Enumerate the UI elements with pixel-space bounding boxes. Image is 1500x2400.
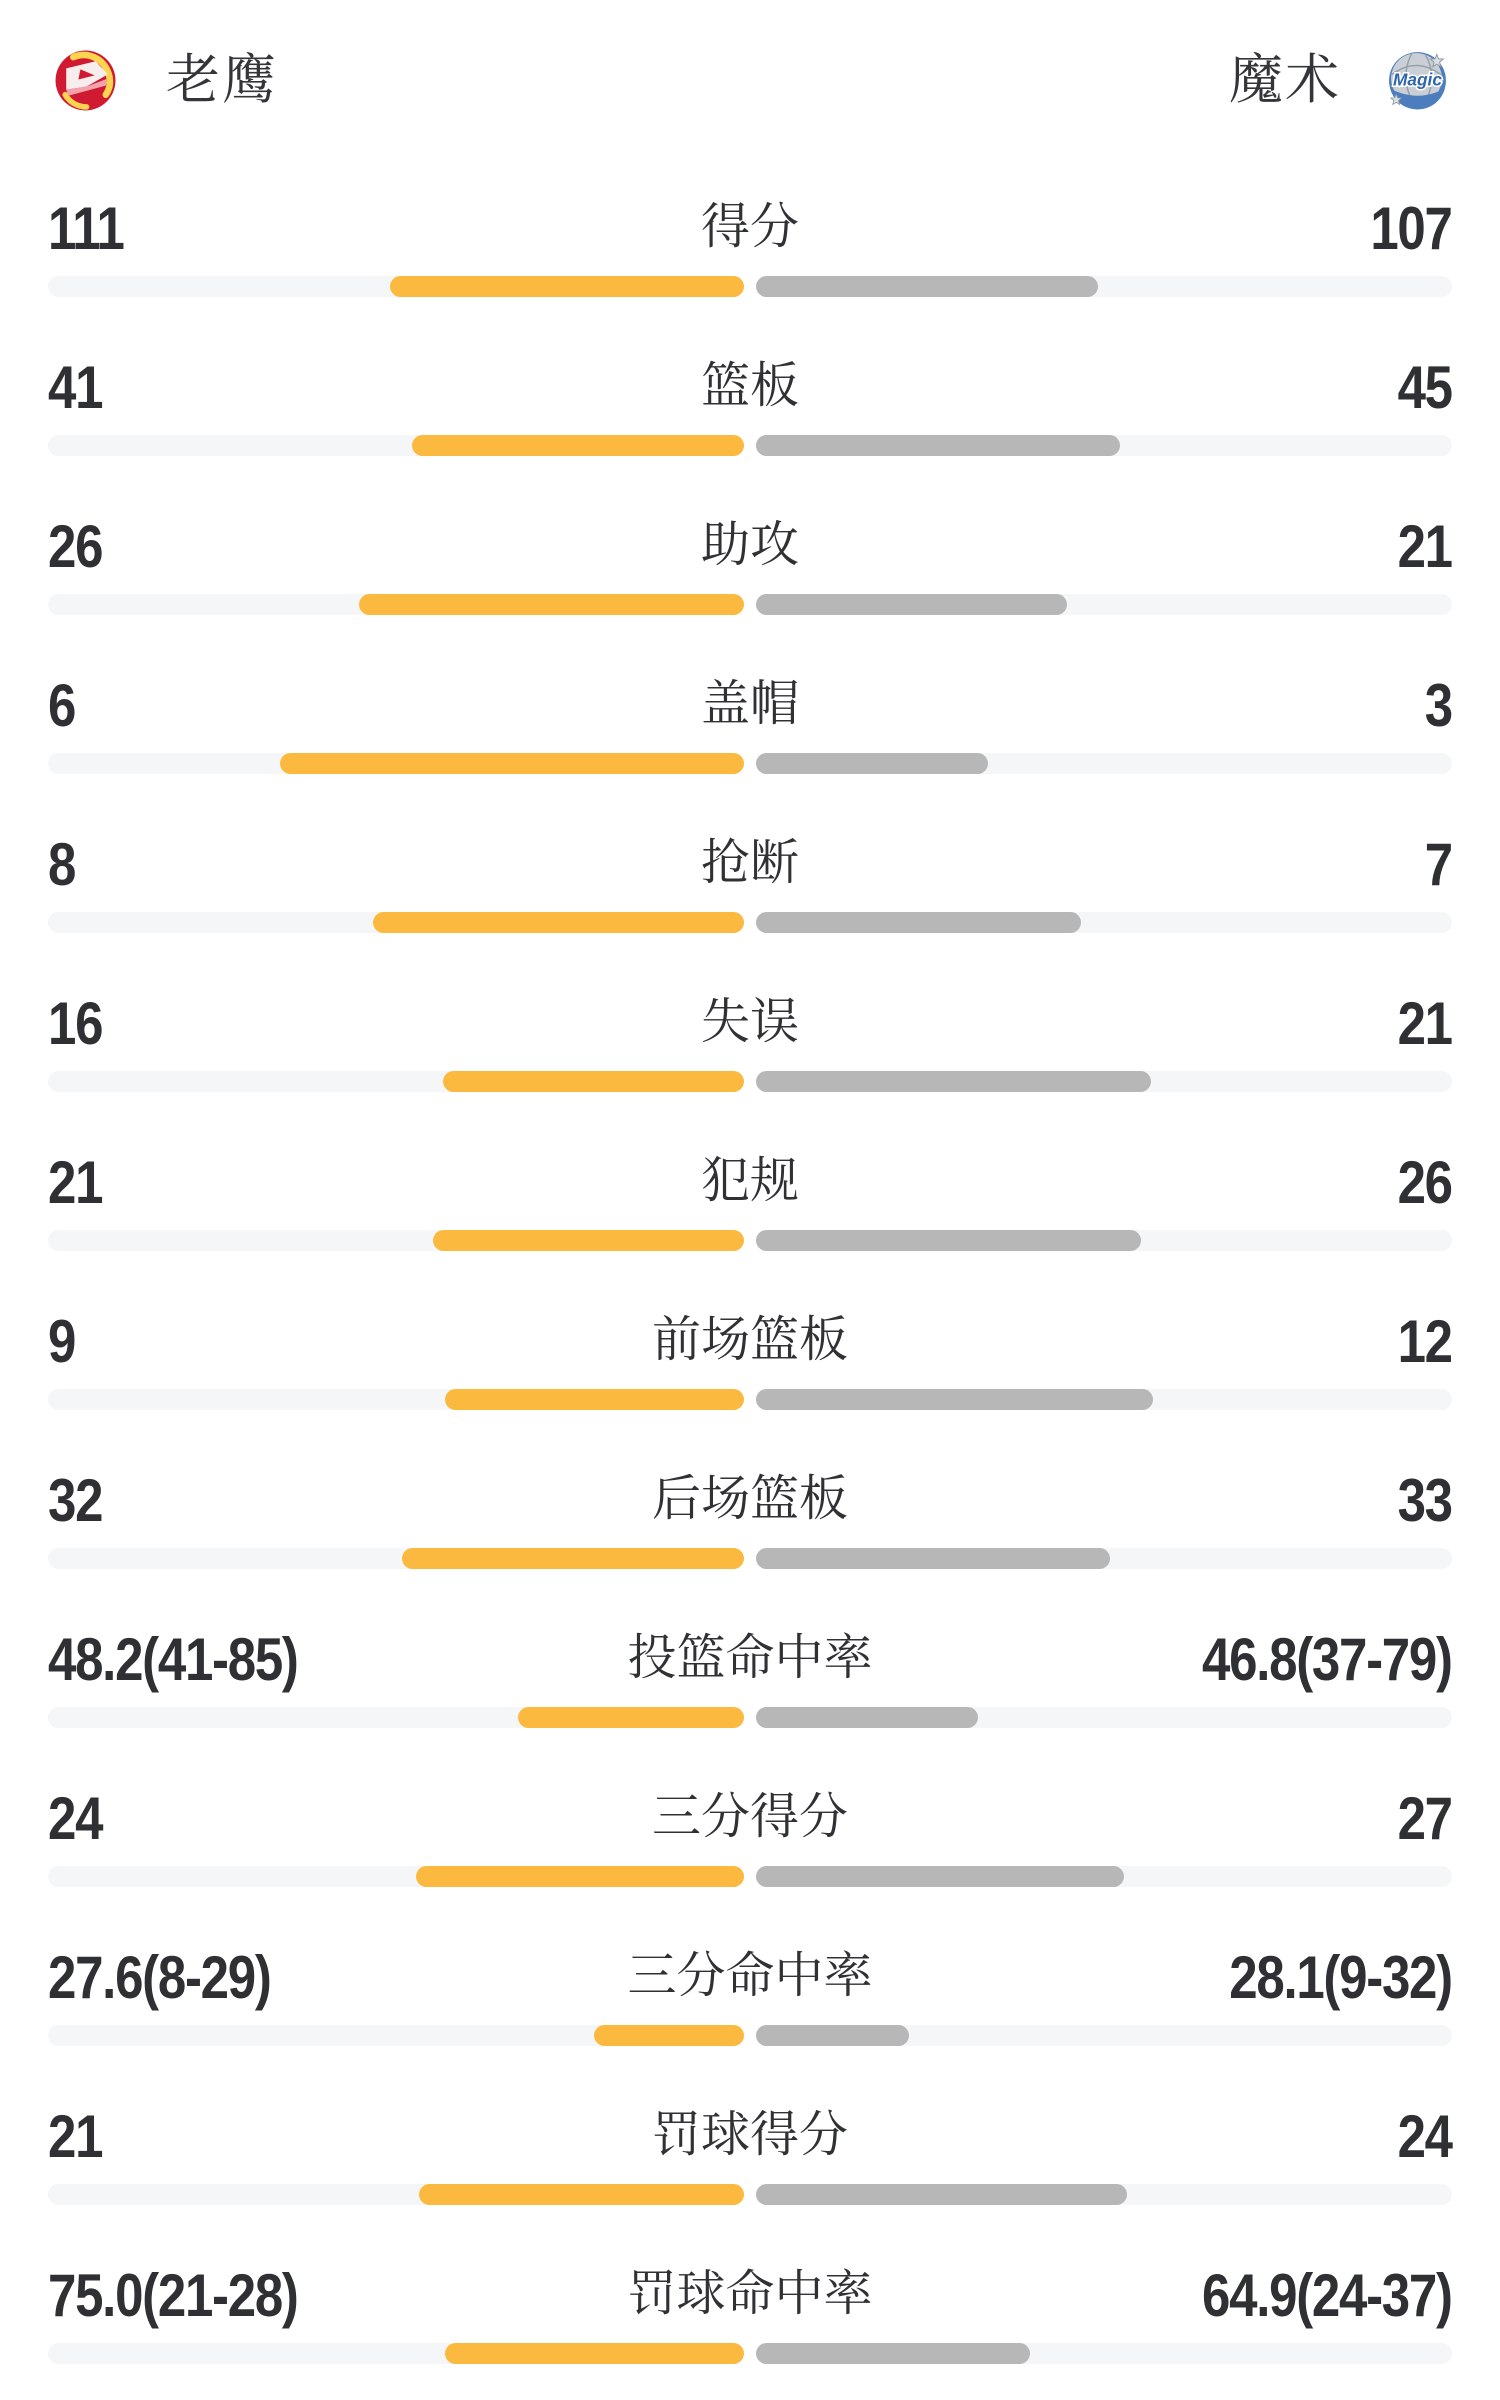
home-bar-fill: [518, 1707, 744, 1728]
home-value: 41: [48, 354, 103, 421]
home-bar-track: [48, 1866, 744, 1887]
stat-row-bars: [0, 753, 1500, 774]
stat-row-bars: [0, 912, 1500, 933]
stat-row-bars: [0, 1230, 1500, 1251]
stat-row-values: [0, 195, 1500, 262]
away-bar-fill: [756, 2025, 909, 2046]
stat-row-bars: [0, 1866, 1500, 1887]
away-bar-fill: [756, 276, 1098, 297]
away-value: 33: [1397, 1467, 1452, 1534]
stat-row-values: [0, 672, 1500, 739]
stat-row: [0, 513, 1500, 615]
home-bar-fill: [594, 2025, 744, 2046]
stat-row-bars: [0, 594, 1500, 615]
home-value: 26: [48, 513, 103, 580]
stat-row-values: [0, 990, 1500, 1057]
stat-row-values: [0, 513, 1500, 580]
stat-row: [0, 2103, 1500, 2205]
stat-row-bars: [0, 2343, 1500, 2364]
away-value: 45: [1397, 354, 1452, 421]
hawks-logo-icon: [53, 48, 118, 113]
stat-row: [0, 1944, 1500, 2046]
away-bar-fill: [756, 1071, 1151, 1092]
stat-row: [0, 2262, 1500, 2364]
away-bar-track: [756, 1548, 1452, 1569]
away-bar-fill: [756, 912, 1081, 933]
stat-row-values: [0, 1467, 1500, 1534]
away-bar-track: [756, 753, 1452, 774]
stat-row: [0, 1308, 1500, 1410]
stat-row-bars: [0, 276, 1500, 297]
home-value: 9: [48, 1308, 76, 1375]
home-bar-track: [48, 1548, 744, 1569]
away-value: 21: [1397, 513, 1452, 580]
away-value: 3: [1424, 672, 1452, 739]
home-bar-track: [48, 1230, 744, 1251]
stat-label: 盖帽: [700, 677, 799, 731]
away-bar-track: [756, 594, 1452, 615]
away-bar-fill: [756, 1866, 1124, 1887]
stat-label: 后场篮板: [651, 1472, 848, 1526]
teams-header: [0, 0, 1500, 113]
away-bar-track: [756, 435, 1452, 456]
stat-row-values: [0, 1149, 1500, 1216]
away-bar-track: [756, 276, 1452, 297]
away-bar-fill: [756, 1707, 978, 1728]
home-bar-fill: [419, 2184, 744, 2205]
home-bar-track: [48, 594, 744, 615]
away-bar-fill: [756, 594, 1067, 615]
home-bar-fill: [402, 1548, 744, 1569]
stats-list: [0, 195, 1500, 2364]
stat-row: [0, 195, 1500, 297]
home-bar-fill: [373, 912, 744, 933]
stat-label: 投篮命中率: [627, 1631, 873, 1685]
stat-row-bars: [0, 2025, 1500, 2046]
away-bar-fill: [756, 2343, 1030, 2364]
away-bar-track: [756, 2184, 1452, 2205]
stat-row-values: [0, 354, 1500, 421]
home-bar-fill: [433, 1230, 744, 1251]
home-value: 48.2(41-85): [48, 1626, 298, 1693]
stat-row: [0, 1467, 1500, 1569]
stat-row-values: [0, 1626, 1500, 1693]
stat-label: 三分得分: [651, 1790, 848, 1844]
stat-label: 罚球得分: [651, 2108, 848, 2162]
home-value: 6: [48, 672, 76, 739]
away-bar-track: [756, 1866, 1452, 1887]
home-bar-track: [48, 912, 744, 933]
stat-row: [0, 831, 1500, 933]
away-bar-track: [756, 1707, 1452, 1728]
home-bar-track: [48, 2025, 744, 2046]
stat-label: 抢断: [700, 836, 799, 890]
stat-label: 助攻: [700, 518, 799, 572]
home-value: 8: [48, 831, 76, 898]
away-bar-track: [756, 2343, 1452, 2364]
away-value: 46.8(37-79): [1202, 1626, 1452, 1693]
away-bar-track: [756, 1230, 1452, 1251]
away-bar-fill: [756, 1230, 1141, 1251]
home-bar-track: [48, 753, 744, 774]
stat-label: 罚球命中率: [627, 2267, 873, 2321]
stat-row-bars: [0, 435, 1500, 456]
away-value: 28.1(9-32): [1229, 1944, 1452, 2011]
home-bar-track: [48, 1389, 744, 1410]
stat-row: [0, 1626, 1500, 1728]
home-bar-fill: [359, 594, 744, 615]
stat-row-values: [0, 2262, 1500, 2329]
home-bar-fill: [445, 1389, 744, 1410]
stat-row-bars: [0, 1389, 1500, 1410]
home-bar-fill: [390, 276, 744, 297]
home-bar-track: [48, 1071, 744, 1092]
home-bar-fill: [445, 2343, 744, 2364]
svg-text:Magic: Magic: [1393, 69, 1442, 90]
home-value: 32: [48, 1467, 103, 1534]
away-bar-fill: [756, 2184, 1127, 2205]
stat-row: [0, 1149, 1500, 1251]
stat-label: 得分: [700, 200, 799, 254]
away-bar-track: [756, 912, 1452, 933]
away-team-name: 魔术: [1229, 50, 1341, 110]
stat-row-bars: [0, 1707, 1500, 1728]
away-value: 21: [1397, 990, 1452, 1057]
stat-row: [0, 1785, 1500, 1887]
home-team-name: 老鹰: [166, 50, 278, 110]
stat-row-values: [0, 1944, 1500, 2011]
home-bar-fill: [280, 753, 744, 774]
home-bar-fill: [416, 1866, 744, 1887]
stat-row: [0, 354, 1500, 456]
away-value: 107: [1370, 195, 1452, 262]
home-bar-track: [48, 276, 744, 297]
stat-row: [0, 672, 1500, 774]
stat-label: 三分命中率: [627, 1949, 873, 2003]
home-bar-fill: [443, 1071, 744, 1092]
away-value: 7: [1424, 831, 1452, 898]
stat-row-bars: [0, 2184, 1500, 2205]
home-bar-track: [48, 2184, 744, 2205]
home-value: 16: [48, 990, 103, 1057]
away-value: 27: [1397, 1785, 1452, 1852]
stat-row-values: [0, 1785, 1500, 1852]
home-bar-track: [48, 435, 744, 456]
away-team-header[interactable]: [1229, 48, 1450, 113]
away-bar-fill: [756, 1548, 1110, 1569]
stat-label: 失误: [700, 995, 799, 1049]
away-value: 12: [1397, 1308, 1452, 1375]
stat-row-values: [0, 831, 1500, 898]
home-value: 111: [48, 195, 124, 262]
away-value: 64.9(24-37): [1202, 2262, 1452, 2329]
away-bar-fill: [756, 435, 1120, 456]
stat-row-bars: [0, 1548, 1500, 1569]
away-value: 26: [1397, 1149, 1452, 1216]
away-bar-track: [756, 2025, 1452, 2046]
away-value: 24: [1397, 2103, 1452, 2170]
stat-label: 前场篮板: [651, 1313, 848, 1367]
home-bar-fill: [412, 435, 744, 456]
home-value: 27.6(8-29): [48, 1944, 271, 2011]
home-value: 75.0(21-28): [48, 2262, 298, 2329]
stat-row: [0, 990, 1500, 1092]
stat-row-values: [0, 1308, 1500, 1375]
home-bar-track: [48, 1707, 744, 1728]
home-bar-track: [48, 2343, 744, 2364]
home-value: 24: [48, 1785, 103, 1852]
magic-logo-icon: [1385, 48, 1450, 113]
home-value: 21: [48, 2103, 103, 2170]
away-bar-track: [756, 1071, 1452, 1092]
home-value: 21: [48, 1149, 103, 1216]
stat-label: 篮板: [700, 359, 799, 413]
away-bar-track: [756, 1389, 1452, 1410]
stat-row-bars: [0, 1071, 1500, 1092]
stat-label: 犯规: [700, 1154, 799, 1208]
away-bar-fill: [756, 753, 988, 774]
home-team-header[interactable]: [53, 48, 278, 113]
stat-row-values: [0, 2103, 1500, 2170]
away-bar-fill: [756, 1389, 1153, 1410]
